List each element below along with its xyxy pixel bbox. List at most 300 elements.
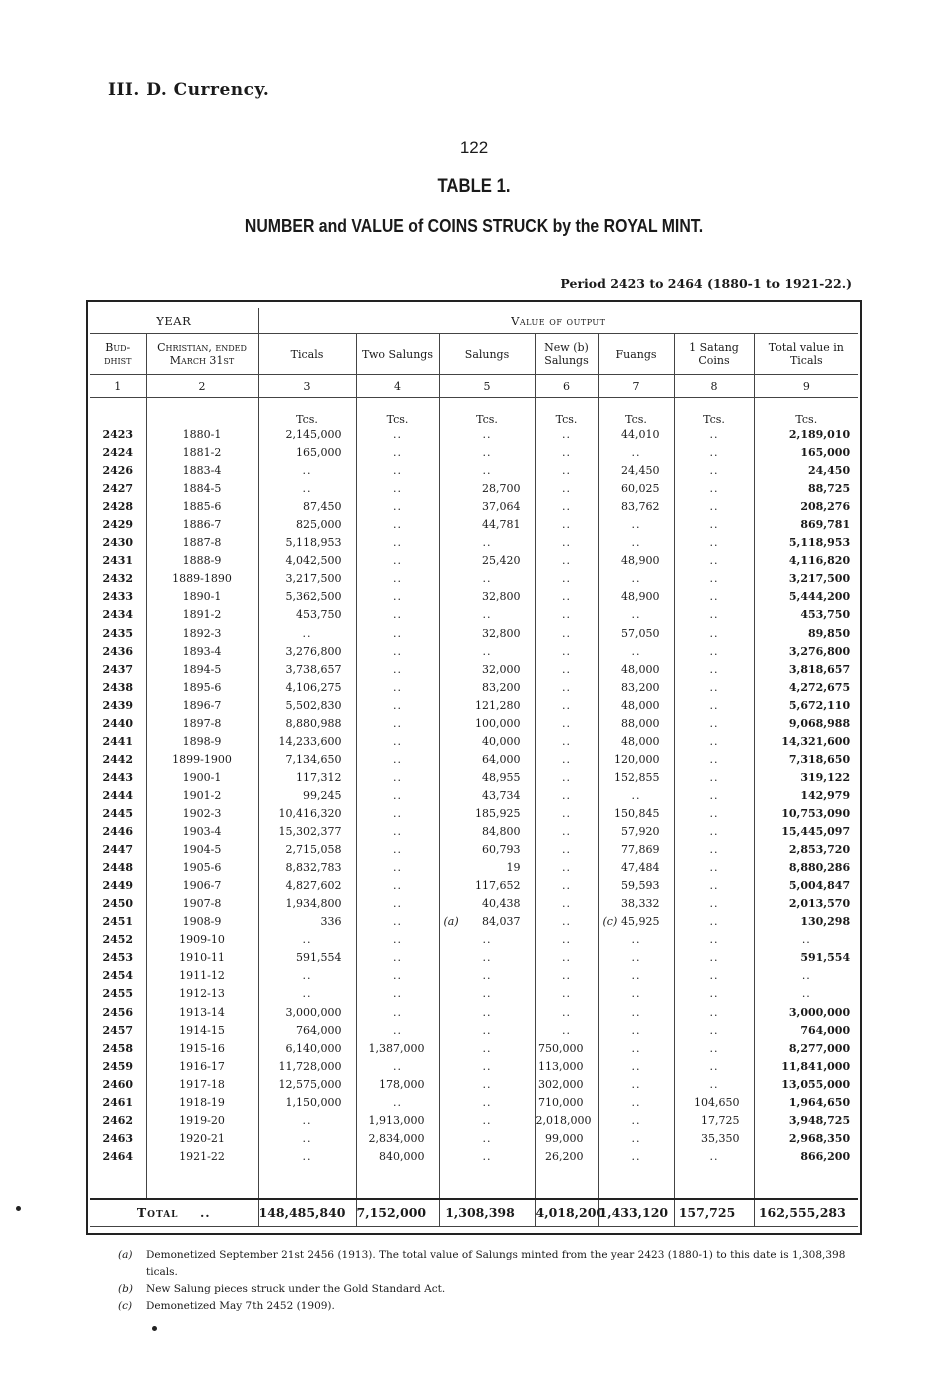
value-cell: .. xyxy=(674,1148,754,1166)
footnote xyxy=(118,1247,858,1281)
christian-year-cell: 1909-10 xyxy=(146,931,258,949)
buddhist-year-cell: 2433 xyxy=(102,590,134,604)
header-line: Coins xyxy=(698,354,730,367)
buddhist-year-cell: 2463 xyxy=(102,1131,134,1145)
column-number: 9 xyxy=(754,375,858,398)
table-row xyxy=(90,462,858,480)
christian-year-cell: 1899-1900 xyxy=(146,751,258,769)
total-cell: 7,152,000 xyxy=(356,1199,439,1227)
value-cell: 48,000 xyxy=(598,661,674,679)
table-row xyxy=(90,426,858,444)
value-cell: .. xyxy=(674,841,754,859)
value-cell: 14,233,600 xyxy=(258,733,356,751)
total-value-cell: 14,321,600 xyxy=(754,733,858,751)
table-row xyxy=(90,913,858,931)
buddhist-year-cell: 2440 xyxy=(102,716,134,730)
value-cell: .. xyxy=(674,1004,754,1022)
value-cell: .. xyxy=(356,697,439,715)
value-cell: .. xyxy=(535,733,598,751)
table-row xyxy=(90,931,858,949)
buddhist-year-cell: 2423 xyxy=(102,428,134,442)
value-cell: .. xyxy=(674,697,754,715)
value-cell: 57,920 xyxy=(598,823,674,841)
value-cell: 302,000 xyxy=(535,1076,598,1094)
value-cell: 152,855 xyxy=(598,769,674,787)
value-cell: 710,000 xyxy=(535,1094,598,1112)
value-cell: .. xyxy=(356,787,439,805)
value-cell: .. xyxy=(535,931,598,949)
spacer-cell xyxy=(258,1166,356,1199)
value-cell: 4,827,602 xyxy=(258,877,356,895)
table-row xyxy=(90,552,858,570)
christian-year-cell: 1917-18 xyxy=(146,1076,258,1094)
column-number: 2 xyxy=(146,375,258,398)
value-cell: 840,000 xyxy=(356,1148,439,1166)
units-cell: Tcs. xyxy=(754,398,858,427)
total-value-cell: 11,841,000 xyxy=(754,1058,858,1076)
footnote-key: (a) xyxy=(118,1249,133,1261)
value-cell: 43,734 xyxy=(439,787,535,805)
value-cell: 2,715,058 xyxy=(258,841,356,859)
value-cell: .. xyxy=(356,949,439,967)
value-cell: .. xyxy=(258,625,356,643)
value-cell: .. xyxy=(356,444,439,462)
total-cell: 1,308,398 xyxy=(439,1199,535,1227)
table-row xyxy=(90,588,858,606)
christian-year-cell: 1894-5 xyxy=(146,661,258,679)
value-cell: 83,200 xyxy=(439,679,535,697)
christian-year-cell: 1881-2 xyxy=(146,444,258,462)
christian-year-cell: 1891-2 xyxy=(146,606,258,624)
value-cell: 825,000 xyxy=(258,516,356,534)
table-row xyxy=(90,661,858,679)
christian-year-cell: 1897-8 xyxy=(146,715,258,733)
total-value-cell: 764,000 xyxy=(754,1022,858,1040)
total-value-cell: 5,444,200 xyxy=(754,588,858,606)
table-row xyxy=(90,480,858,498)
value-cell: .. xyxy=(674,679,754,697)
value-cell: .. xyxy=(439,534,535,552)
value-cell: 6,140,000 xyxy=(258,1040,356,1058)
header-line: Ticals xyxy=(789,354,823,367)
page-number: 122 xyxy=(459,138,489,157)
value-cell: .. xyxy=(598,570,674,588)
christian-year-cell: 1902-3 xyxy=(146,805,258,823)
total-value-cell: 9,068,988 xyxy=(754,715,858,733)
value-cell: .. xyxy=(439,1112,535,1130)
buddhist-year-cell: 2432 xyxy=(102,572,134,586)
christian-year-cell: 1887-8 xyxy=(146,534,258,552)
value-cell: .. xyxy=(439,1148,535,1166)
christian-year-cell: 1916-17 xyxy=(146,1058,258,1076)
total-value-cell: 24,450 xyxy=(754,462,858,480)
value-cell: 100,000 xyxy=(439,715,535,733)
value-cell: 8,832,783 xyxy=(258,859,356,877)
value-cell: .. xyxy=(535,877,598,895)
value-cell: 83,200 xyxy=(598,679,674,697)
value-cell: .. xyxy=(439,1076,535,1094)
buddhist-year-cell: 2458 xyxy=(102,1041,134,1055)
value-cell: .. xyxy=(598,516,674,534)
header-line: Salungs xyxy=(464,347,510,361)
footnotes xyxy=(118,1247,858,1315)
value-cell: .. xyxy=(535,679,598,697)
column-number: 1 xyxy=(90,375,146,398)
value-cell: .. xyxy=(674,444,754,462)
buddhist-year-cell: 2449 xyxy=(102,879,134,893)
value-cell: .. xyxy=(598,1058,674,1076)
value-cell: .. xyxy=(439,1094,535,1112)
value-cell: .. xyxy=(356,895,439,913)
table-row xyxy=(90,967,858,985)
total-value-cell: 130,298 xyxy=(754,913,858,931)
christian-year-cell: 1906-7 xyxy=(146,877,258,895)
value-cell: .. xyxy=(535,588,598,606)
table-row xyxy=(90,697,858,715)
value-cell: .. xyxy=(674,606,754,624)
buddhist-year-cell: 2429 xyxy=(102,518,134,532)
value-cell: .. xyxy=(356,498,439,516)
christian-year-cell: 1883-4 xyxy=(146,462,258,480)
header-total xyxy=(754,334,858,375)
total-cell: 162,555,283 xyxy=(754,1199,858,1227)
christian-year-cell: 1895-6 xyxy=(146,679,258,697)
christian-year-cell: 1904-5 xyxy=(146,841,258,859)
total-value-cell: 142,979 xyxy=(754,787,858,805)
value-cell: 185,925 xyxy=(439,805,535,823)
value-cell: .. xyxy=(674,1022,754,1040)
value-cell: 117,652 xyxy=(439,877,535,895)
christian-year-cell: 1920-21 xyxy=(146,1130,258,1148)
header-line: dhist xyxy=(104,354,132,367)
buddhist-year-cell: 2460 xyxy=(102,1077,134,1091)
header-christian xyxy=(146,334,258,375)
total-value-cell: 5,004,847 xyxy=(754,877,858,895)
value-cell: 10,416,320 xyxy=(258,805,356,823)
table-row xyxy=(90,895,858,913)
value-cell: .. xyxy=(439,985,535,1003)
value-cell: .. xyxy=(356,679,439,697)
value-cell: .. xyxy=(356,841,439,859)
footnote-marker: (a) xyxy=(443,915,459,929)
value-group-header: Value of output xyxy=(258,308,858,334)
value-cell: .. xyxy=(598,534,674,552)
christian-year-cell: 1907-8 xyxy=(146,895,258,913)
column-number: 6 xyxy=(535,375,598,398)
christian-year-cell: 1919-20 xyxy=(146,1112,258,1130)
buddhist-year-cell: 2459 xyxy=(102,1059,134,1073)
value-cell: .. xyxy=(674,661,754,679)
buddhist-year-cell: 2462 xyxy=(102,1113,134,1127)
value-cell: .. xyxy=(598,1148,674,1166)
value-cell: .. xyxy=(535,787,598,805)
value-cell: .. xyxy=(356,426,439,444)
header-two-salungs xyxy=(356,334,439,375)
total-value-cell: 10,753,090 xyxy=(754,805,858,823)
value-cell: .. xyxy=(356,534,439,552)
value-cell: .. xyxy=(674,967,754,985)
value-cell: 77,869 xyxy=(598,841,674,859)
value-cell: 40,438 xyxy=(439,895,535,913)
value-cell: .. xyxy=(535,643,598,661)
value-cell: .. xyxy=(356,570,439,588)
total-value-cell: 869,781 xyxy=(754,516,858,534)
value-cell: .. xyxy=(535,426,598,444)
value-cell: .. xyxy=(258,1148,356,1166)
total-value-cell: 1,964,650 xyxy=(754,1094,858,1112)
value-cell: 48,900 xyxy=(598,588,674,606)
units-cell: Tcs. xyxy=(674,398,754,427)
header-line: Two Salungs xyxy=(362,347,433,361)
value-cell: .. xyxy=(356,751,439,769)
stray-dot-bottom xyxy=(152,1326,157,1331)
value-cell: 3,276,800 xyxy=(258,643,356,661)
spacer-cell xyxy=(146,1166,258,1199)
spacer-cell xyxy=(356,1166,439,1199)
value-cell: .. xyxy=(598,787,674,805)
units-cell: Tcs. xyxy=(439,398,535,427)
value-cell: 4,106,275 xyxy=(258,679,356,697)
spacer-cell xyxy=(598,1166,674,1199)
header-satang xyxy=(674,334,754,375)
value-cell: .. xyxy=(674,643,754,661)
value-cell: .. xyxy=(674,715,754,733)
table-row xyxy=(90,534,858,552)
total-cell: 4,018,200 xyxy=(535,1199,598,1227)
value-cell: 24,450 xyxy=(598,462,674,480)
value-cell: .. xyxy=(439,949,535,967)
value-cell: 113,000 xyxy=(535,1058,598,1076)
value-cell: .. xyxy=(258,1112,356,1130)
christian-year-cell: 1913-14 xyxy=(146,1004,258,1022)
value-cell: .. xyxy=(535,534,598,552)
table-row xyxy=(90,985,858,1003)
buddhist-year-cell: 2448 xyxy=(102,861,134,875)
value-cell: 3,000,000 xyxy=(258,1004,356,1022)
buddhist-year-cell: 2435 xyxy=(102,626,134,640)
value-cell: .. xyxy=(674,895,754,913)
value-cell: 11,728,000 xyxy=(258,1058,356,1076)
value-cell: .. xyxy=(598,1076,674,1094)
header-line: March 31st xyxy=(169,354,235,367)
value-cell: 12,575,000 xyxy=(258,1076,356,1094)
value-cell: .. xyxy=(674,733,754,751)
header-line: Bud- xyxy=(105,341,131,354)
value-cell: .. xyxy=(535,895,598,913)
value-cell: 591,554 xyxy=(258,949,356,967)
buddhist-year-cell: 2461 xyxy=(102,1095,134,1109)
total-value-cell: 2,968,350 xyxy=(754,1130,858,1148)
cell-value: 84,037 xyxy=(482,915,521,929)
buddhist-year-cell: 2441 xyxy=(102,734,134,748)
total-value-cell: 2,013,570 xyxy=(754,895,858,913)
value-cell: .. xyxy=(674,931,754,949)
value-cell: .. xyxy=(535,462,598,480)
value-cell: .. xyxy=(356,967,439,985)
table-row xyxy=(90,1022,858,1040)
value-cell: 37,064 xyxy=(439,498,535,516)
christian-year-cell: 1898-9 xyxy=(146,733,258,751)
buddhist-year-cell: 2455 xyxy=(102,987,134,1001)
value-cell: 3,217,500 xyxy=(258,570,356,588)
table-row xyxy=(90,877,858,895)
value-cell: .. xyxy=(674,949,754,967)
value-cell: .. xyxy=(356,462,439,480)
value-cell: .. xyxy=(356,985,439,1003)
total-value-cell: 7,318,650 xyxy=(754,751,858,769)
total-value-cell: 319,122 xyxy=(754,769,858,787)
table-row xyxy=(90,1076,858,1094)
table-row xyxy=(90,823,858,841)
value-cell: .. xyxy=(535,498,598,516)
buddhist-year-cell: 2436 xyxy=(102,644,134,658)
value-cell: .. xyxy=(598,444,674,462)
christian-year-cell: 1896-7 xyxy=(146,697,258,715)
value-cell: .. xyxy=(598,1022,674,1040)
value-cell: .. xyxy=(598,1004,674,1022)
christian-year-cell: 1915-16 xyxy=(146,1040,258,1058)
value-cell: 88,000 xyxy=(598,715,674,733)
value-cell: 178,000 xyxy=(356,1076,439,1094)
total-value-cell: 3,000,000 xyxy=(754,1004,858,1022)
value-cell: 26,200 xyxy=(535,1148,598,1166)
column-number: 8 xyxy=(674,375,754,398)
total-value-cell: 4,116,820 xyxy=(754,552,858,570)
buddhist-year-cell: 2450 xyxy=(102,897,134,911)
buddhist-year-cell: 2464 xyxy=(102,1149,134,1163)
value-cell: .. xyxy=(535,480,598,498)
value-cell: 7,134,650 xyxy=(258,751,356,769)
value-cell: .. xyxy=(674,552,754,570)
value-cell: .. xyxy=(356,733,439,751)
buddhist-year-cell: 2457 xyxy=(102,1023,134,1037)
total-cell: 1,433,120 xyxy=(598,1199,674,1227)
christian-year-cell: 1888-9 xyxy=(146,552,258,570)
value-cell: 48,955 xyxy=(439,769,535,787)
buddhist-year-cell: 2454 xyxy=(102,969,134,983)
value-cell: 19 xyxy=(439,859,535,877)
value-cell: 2,834,000 xyxy=(356,1130,439,1148)
buddhist-year-cell: 2431 xyxy=(102,554,134,568)
table-row xyxy=(90,1040,858,1058)
value-cell: .. xyxy=(356,877,439,895)
value-cell: .. xyxy=(356,516,439,534)
value-cell: .. xyxy=(674,462,754,480)
total-value-cell: 13,055,000 xyxy=(754,1076,858,1094)
value-cell: 35,350 xyxy=(674,1130,754,1148)
cell-value: 45,925 xyxy=(621,915,660,929)
total-label: Total xyxy=(136,1205,179,1221)
value-cell: 60,025 xyxy=(598,480,674,498)
value-cell: .. xyxy=(535,697,598,715)
buddhist-year-cell: 2430 xyxy=(102,536,134,550)
value-cell: 104,650 xyxy=(674,1094,754,1112)
table-row xyxy=(90,498,858,516)
spacer-cell xyxy=(90,1166,146,1199)
value-cell: 750,000 xyxy=(535,1040,598,1058)
value-cell: .. xyxy=(535,967,598,985)
value-cell: .. xyxy=(674,625,754,643)
value-cell: .. xyxy=(439,931,535,949)
total-cell: 148,485,840 xyxy=(258,1199,356,1227)
value-cell: .. xyxy=(674,823,754,841)
value-cell: .. xyxy=(674,498,754,516)
header-buddhist xyxy=(90,334,146,375)
units-cell xyxy=(146,398,258,427)
total-value-cell: 3,818,657 xyxy=(754,661,858,679)
total-value-cell: 5,672,110 xyxy=(754,697,858,715)
table-row xyxy=(90,787,858,805)
value-cell: 32,800 xyxy=(439,625,535,643)
value-cell: 64,000 xyxy=(439,751,535,769)
value-cell: .. xyxy=(598,1094,674,1112)
value-cell: 32,000 xyxy=(439,661,535,679)
value-cell: .. xyxy=(535,606,598,624)
footnote-marker: (c) xyxy=(602,915,618,929)
value-cell: .. xyxy=(258,462,356,480)
units-cell: Tcs. xyxy=(598,398,674,427)
value-cell: 47,484 xyxy=(598,859,674,877)
christian-year-cell: 1908-9 xyxy=(146,913,258,931)
value-cell: .. xyxy=(674,877,754,895)
buddhist-year-cell: 2437 xyxy=(102,662,134,676)
value-cell: .. xyxy=(674,534,754,552)
value-cell: 2,018,000 xyxy=(535,1112,598,1130)
column-number: 4 xyxy=(356,375,439,398)
value-cell: 2,145,000 xyxy=(258,426,356,444)
total-dots: .. xyxy=(199,1205,211,1221)
value-cell: 83,762 xyxy=(598,498,674,516)
value-cell: .. xyxy=(674,985,754,1003)
value-cell: .. xyxy=(356,931,439,949)
total-value-cell: 88,725 xyxy=(754,480,858,498)
buddhist-year-cell: 2447 xyxy=(102,843,134,857)
total-value-cell: 2,853,720 xyxy=(754,841,858,859)
buddhist-year-cell: 2439 xyxy=(102,698,134,712)
total-value-cell: 591,554 xyxy=(754,949,858,967)
value-cell: .. xyxy=(356,480,439,498)
value-cell: .. xyxy=(356,643,439,661)
value-cell: .. xyxy=(356,1094,439,1112)
value-cell: .. xyxy=(674,426,754,444)
christian-year-cell: 1910-11 xyxy=(146,949,258,967)
value-cell xyxy=(598,913,674,931)
value-cell: 32,800 xyxy=(439,588,535,606)
value-cell: .. xyxy=(356,1004,439,1022)
buddhist-year-cell: 2446 xyxy=(102,825,134,839)
value-cell: .. xyxy=(598,949,674,967)
buddhist-year-cell: 2427 xyxy=(102,482,134,496)
value-cell: 40,000 xyxy=(439,733,535,751)
buddhist-year-cell: 2428 xyxy=(102,500,134,514)
christian-year-cell: 1903-4 xyxy=(146,823,258,841)
footnote xyxy=(118,1298,858,1315)
table-row xyxy=(90,1112,858,1130)
total-value-cell: .. xyxy=(754,985,858,1003)
footnote-text: Demonetized May 7th 2452 (1909). xyxy=(146,1300,335,1312)
value-cell: .. xyxy=(535,715,598,733)
footnote xyxy=(118,1281,858,1298)
value-cell: .. xyxy=(258,967,356,985)
value-cell: .. xyxy=(356,606,439,624)
value-cell: 764,000 xyxy=(258,1022,356,1040)
value-cell: .. xyxy=(598,1040,674,1058)
value-cell: .. xyxy=(674,913,754,931)
total-label-cell xyxy=(90,1199,258,1227)
christian-year-cell: 1885-6 xyxy=(146,498,258,516)
value-cell: .. xyxy=(356,913,439,931)
header-ticals xyxy=(258,334,356,375)
